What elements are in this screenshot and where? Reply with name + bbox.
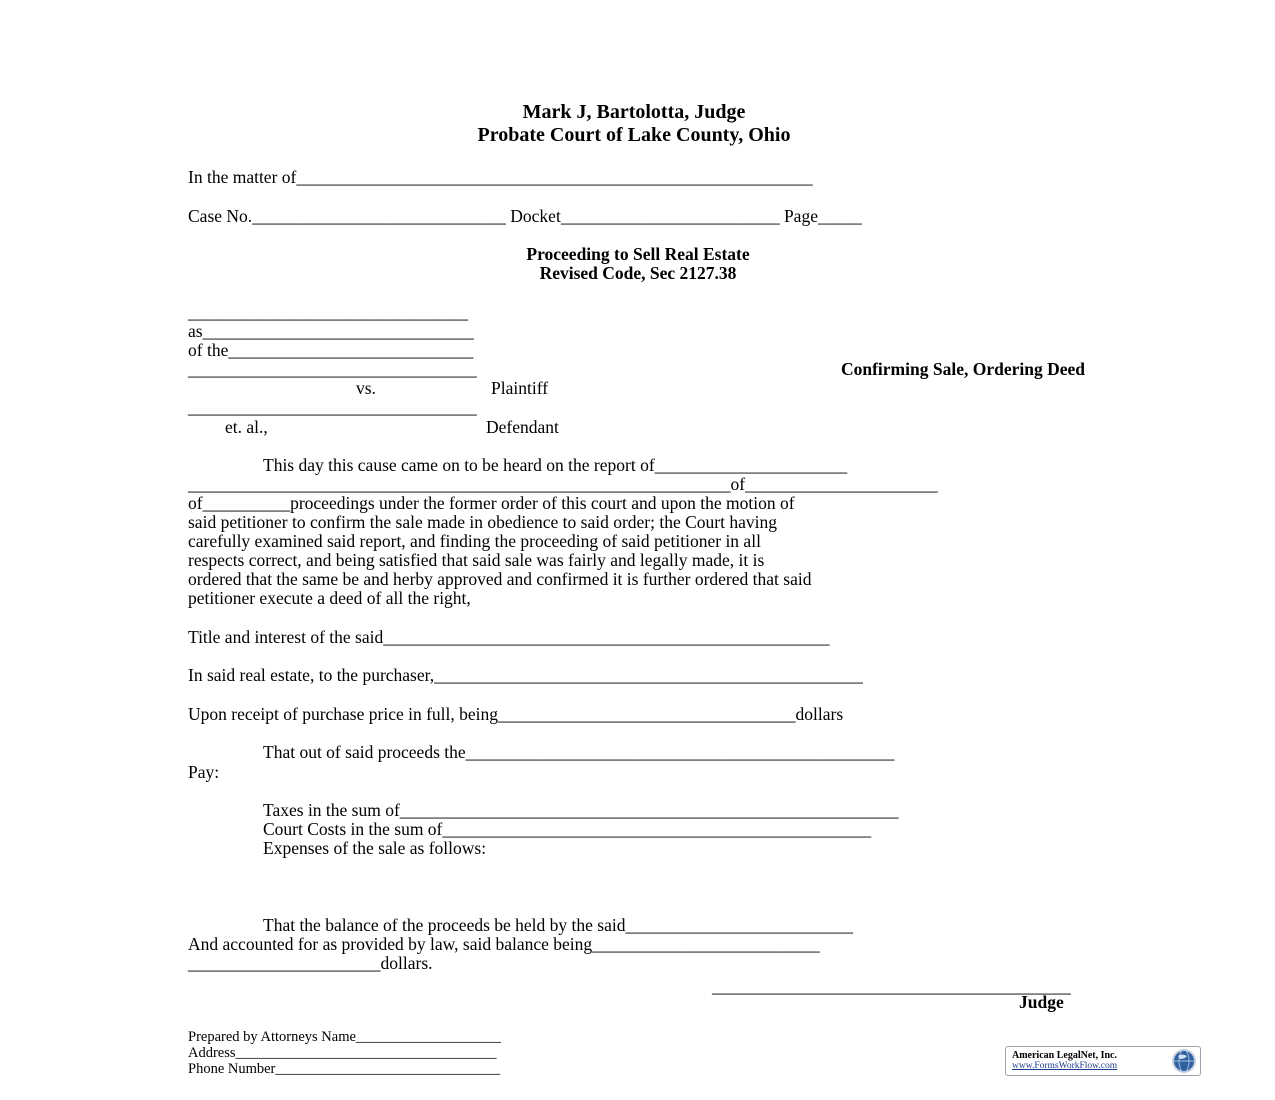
caption-as-blank[interactable]: as_______________________________ xyxy=(188,321,474,341)
phone-number-field[interactable]: Phone Number_______________________________ xyxy=(188,1061,501,1077)
expenses-label: Expenses of the sale as follows: xyxy=(263,838,487,858)
entry-title: Confirming Sale, Ordering Deed xyxy=(840,359,1085,379)
logo-name: American LegalNet, Inc. xyxy=(1012,1050,1117,1061)
caption-of-the-blank[interactable]: of the____________________________ xyxy=(188,340,474,360)
defendant-label: Defendant xyxy=(486,417,559,437)
judge-signature-line[interactable]: _________________________________________ xyxy=(712,976,1071,996)
prepared-by-field[interactable]: Prepared by Attorneys Name____________________ xyxy=(188,1029,501,1045)
case-docket-page-field[interactable]: Case No._____________________________ Docket_________________________ Page_____ xyxy=(188,206,862,226)
plaintiff-label: Plaintiff xyxy=(491,378,549,398)
taxes-field[interactable]: Taxes in the sum of_________________________________________________________ xyxy=(263,800,899,820)
body-line-8: petitioner execute a deed of all the right, xyxy=(188,588,471,608)
address-field[interactable]: Address____________________________________ xyxy=(188,1045,497,1061)
caption-defendant-blank[interactable]: _________________________________ xyxy=(188,397,477,417)
body-line-3[interactable]: of__________proceedings under the former order of this court and upon the motion of xyxy=(188,493,795,513)
purchaser-field[interactable]: In said real estate, to the purchaser,_________________________________________________ xyxy=(188,665,863,685)
body-line-1[interactable]: This day this cause came on to be heard on the report of______________________ xyxy=(263,455,848,475)
purchase-price-field[interactable]: Upon receipt of purchase price in full, being__________________________________dollars xyxy=(188,704,844,724)
pay-label: Pay: xyxy=(188,762,220,782)
caption-name-blank[interactable]: ________________________________ xyxy=(188,302,468,322)
matter-field[interactable]: In the matter of___________________________________________________________ xyxy=(188,167,813,187)
body-line-5: carefully examined said report, and finding the proceeding of said petitioner in all xyxy=(188,531,761,551)
body-line-6: respects correct, and being satisfied that said sale was fairly and legally made, it is xyxy=(188,550,765,570)
legalnet-logo[interactable] xyxy=(1005,1046,1201,1076)
revised-code: Revised Code, Sec 2127.38 xyxy=(539,263,737,283)
proceeds-field[interactable]: That out of said proceeds the_________________________________________________ xyxy=(263,742,895,762)
body-line-4: said petitioner to confirm the sale made in obedience to said order; the Court having xyxy=(188,512,777,532)
globe-icon xyxy=(1170,1048,1198,1074)
court-name: Probate Court of Lake County, Ohio xyxy=(477,124,791,146)
balance-held-field[interactable]: That the balance of the proceeds be held by the said__________________________ xyxy=(263,915,853,935)
court-costs-field[interactable]: Court Costs in the sum of_________________________________________________ xyxy=(263,819,872,839)
logo-url-link[interactable]: www.FormsWorkFlow.com xyxy=(1012,1061,1118,1071)
balance-amount-field[interactable]: And accounted for as provided by law, said balance being__________________________ xyxy=(188,934,820,954)
vs-label: vs. xyxy=(356,378,376,398)
proceeding-title: Proceeding to Sell Real Estate xyxy=(526,244,750,264)
balance-dollars-field[interactable]: ______________________dollars. xyxy=(188,953,433,973)
body-line-7: ordered that the same be and herby approved and confirmed it is further ordered that said xyxy=(188,569,812,589)
title-interest-field[interactable]: Title and interest of the said___________________________________________________ xyxy=(188,627,830,647)
judge-signature-label: Judge xyxy=(1019,992,1064,1012)
caption-plaintiff-blank[interactable]: _________________________________ xyxy=(188,359,477,379)
judge-name: Mark J, Bartolotta, Judge xyxy=(522,101,746,123)
body-line-2[interactable]: ______________________________________________________________of______________________ xyxy=(188,474,938,494)
et-al-label: et. al., xyxy=(225,417,268,437)
